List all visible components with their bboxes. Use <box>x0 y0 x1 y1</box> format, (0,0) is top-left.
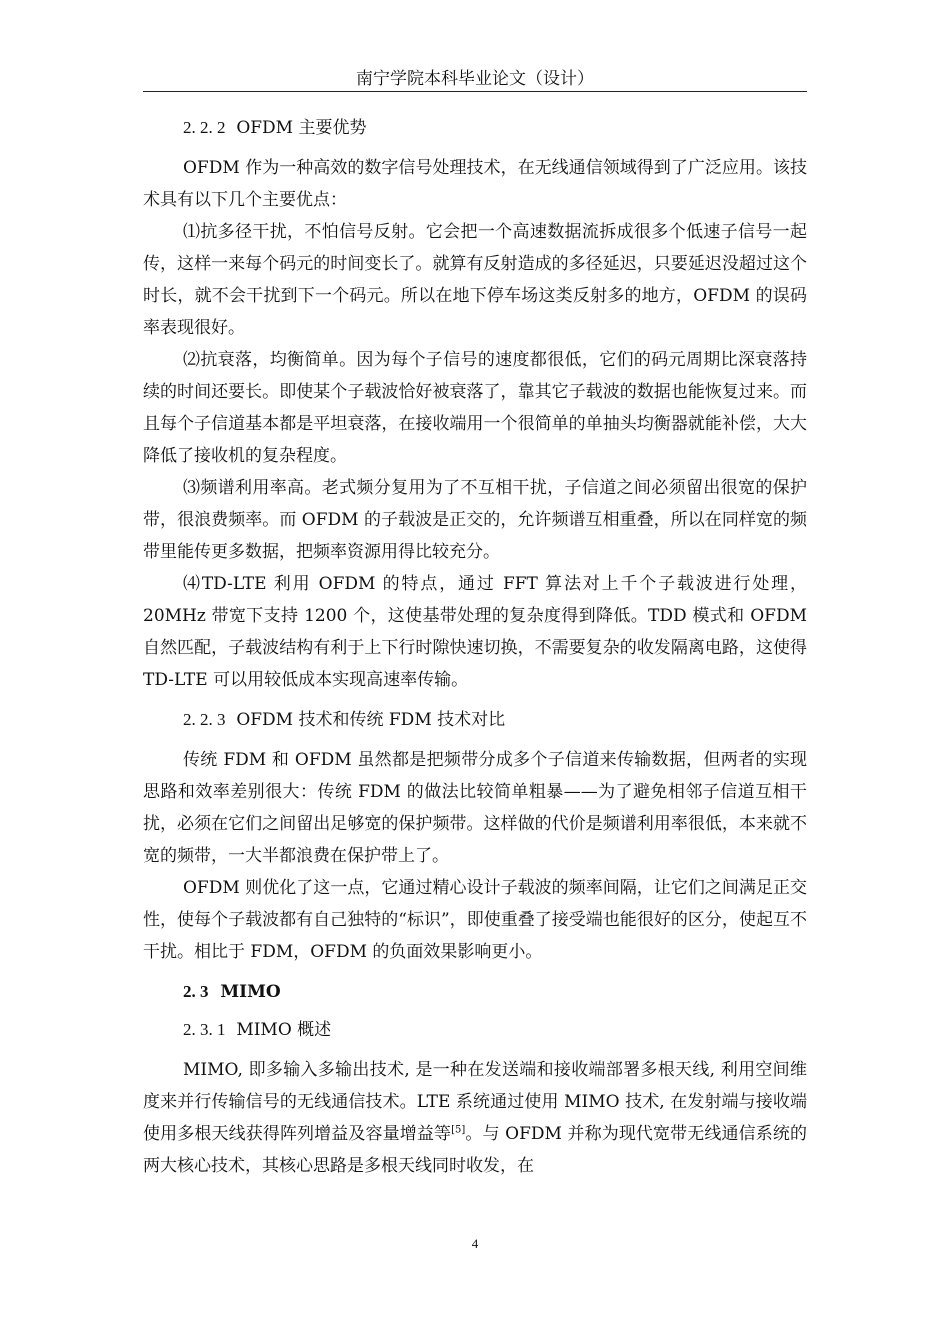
heading-text: MIMO 概述 <box>236 1020 332 1040</box>
paragraph-advantage-2: ⑵抗衰落，均衡简单。因为每个子信号的速度都很低，它们的码元周期比深衰落持续的时间还要长。即使某个子载波恰好被衰落了，靠其它子载波的数据也能恢复过来。而且每个子信道基本都是平坦衰落，在接收端用一个很简单的单抽头均衡器就能补偿，大大降低了接收机的复杂程度。 <box>143 350 807 466</box>
section-heading-2-2-3 <box>143 706 807 734</box>
paragraph-mimo-overview <box>143 1054 807 1182</box>
paragraph-fdm-comparison: 传统 FDM 和 OFDM 虽然都是把频带分成多个子信道来传输数据，但两者的实现思路和效率差别很大：传统 FDM 的做法比较简单粗暴——为了避免相邻子信道互相干扰，必须在它们之间留出足够宽的保护频带。这样做的代价是频谱利用率很低，本来就不宽的频带，一大半都浪费在保护带上了。 <box>143 750 807 866</box>
heading-number: 2. 2. 3 <box>183 710 226 729</box>
section-heading-2-3 <box>143 978 807 1006</box>
paragraph-ofdm-intro: OFDM 作为一种高效的数字信号处理技术，在无线通信领域得到了广泛应用。该技术具有以下几个主要优点： <box>143 158 807 210</box>
spacer <box>143 968 807 978</box>
heading-number: 2. 3. 1 <box>183 1020 226 1039</box>
heading-number: 2. 3 <box>183 982 209 1001</box>
page-header-title: 南宁学院本科毕业论文（设计） <box>356 69 594 89</box>
page-number: 4 <box>471 1236 479 1251</box>
citation-reference[interactable]: [5] <box>451 1124 466 1136</box>
heading-text: MIMO <box>220 982 281 1002</box>
heading-text: OFDM 技术和传统 FDM 技术对比 <box>236 710 506 730</box>
header-divider <box>143 91 807 92</box>
heading-number: 2. 2. 2 <box>183 118 226 137</box>
spacer <box>143 696 807 706</box>
paragraph-text: MIMO, 即多输入多输出技术, 是一种在发送端和接收端部署多根天线, 利用空间维度来并行传输信号的无线通信技术。LTE 系统通过使用 MIMO 技术, 在发射端与接收端使用多根天线获得阵列增益及容量增益等 <box>143 1060 807 1144</box>
section-heading-2-2-2 <box>143 114 807 142</box>
paragraph-advantage-3: ⑶频谱利用率高。老式频分复用为了不互相干扰，子信道之间必须留出很宽的保护带，很浪费频率。而 OFDM 的子载波是正交的，允许频谱互相重叠，所以在同样宽的频带里能传更多数据，把频率资源用得比较充分。 <box>143 478 807 562</box>
heading-text: OFDM 主要优势 <box>236 118 367 138</box>
paragraph-advantage-1: ⑴抗多径干扰，不怕信号反射。它会把一个高速数据流拆成很多个低速子信号一起传，这样一来每个码元的时间变长了。就算有反射造成的多径延迟，只要延迟没超过这个时长，就不会干扰到下一个码元。所以在地下停车场这类反射多的地方，OFDM 的误码率表现很好。 <box>143 222 807 338</box>
paragraph-advantage-4: ⑷TD-LTE 利用 OFDM 的特点，通过 FFT 算法对上千个子载波进行处理，20MHz 带宽下支持 1200 个，这使基带处理的复杂度得到降低。TDD 模式和 OFDM 自然匹配，子载波结构有利于上下行时隙快速切换，不需要复杂的收发隔离电路，这使得 TD-LTE 可以用较低成本实现高速率传输。 <box>143 574 807 690</box>
document-body <box>143 114 807 1182</box>
paragraph-ofdm-orthogonality: OFDM 则优化了这一点，它通过精心设计子载波的频率间隔，让它们之间满足正交性，使每个子载波都有自己独特的“标识”，即使重叠了接受端也能很好的区分，使起互不干扰。相比于 FDM，OFDM 的负面效果影响更小。 <box>143 878 807 962</box>
paragraph-text-continued: 。与 OFDM 并称为现代宽带无线通信系统的两大核心技术，其核心思路是多根天线同时收发，在 <box>143 1124 807 1176</box>
section-heading-2-3-1 <box>143 1016 807 1044</box>
